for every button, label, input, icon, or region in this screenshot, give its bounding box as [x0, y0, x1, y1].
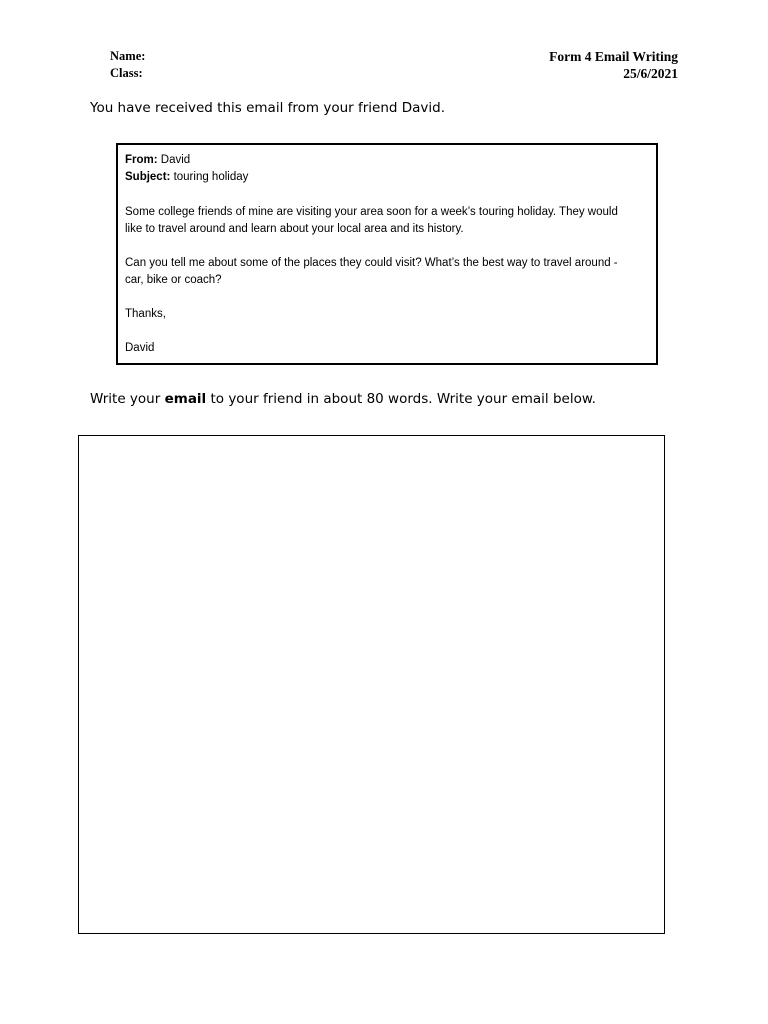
paragraph-1-line-2: like to travel around and learn about your local area and its history. — [125, 223, 464, 235]
class-label: Class: — [110, 66, 143, 80]
intro-text: You have received this email from your friend David. — [90, 100, 446, 116]
email-content — [125, 152, 645, 354]
email-subject-line — [125, 169, 645, 186]
answer-writing-box[interactable] — [78, 435, 665, 934]
writing-instruction — [90, 390, 596, 408]
email-paragraph-2 — [125, 255, 645, 289]
email-thanks: Thanks, — [125, 308, 166, 320]
name-label: Name: — [110, 49, 146, 63]
instruction-after: to your friend in about 80 words. Write your email below. — [206, 391, 596, 407]
worksheet-title: Form 4 Email Writing — [549, 49, 678, 64]
paragraph-1-line-1: Some college friends of mine are visiting your area soon for a week’s touring holiday. They would — [125, 206, 618, 218]
worksheet-heading — [549, 48, 678, 82]
from-label: From: — [125, 154, 158, 166]
email-from-line — [125, 152, 645, 169]
paragraph-2-line-1: Can you tell me about some of the places they could visit? What’s the best way to travel around - — [125, 257, 618, 269]
instruction-before: Write your — [90, 391, 165, 407]
email-prompt-box — [116, 143, 658, 365]
email-signature: David — [125, 342, 155, 354]
paragraph-2-line-2: car, bike or coach? — [125, 274, 222, 286]
subject-value: touring holiday — [170, 171, 249, 183]
from-value: David — [157, 154, 191, 166]
instruction-bold-word: email — [164, 391, 207, 407]
student-info — [110, 48, 145, 82]
subject-label: Subject: — [125, 171, 171, 183]
email-paragraph-1 — [125, 204, 645, 238]
worksheet-date: 25/6/2021 — [623, 66, 678, 81]
